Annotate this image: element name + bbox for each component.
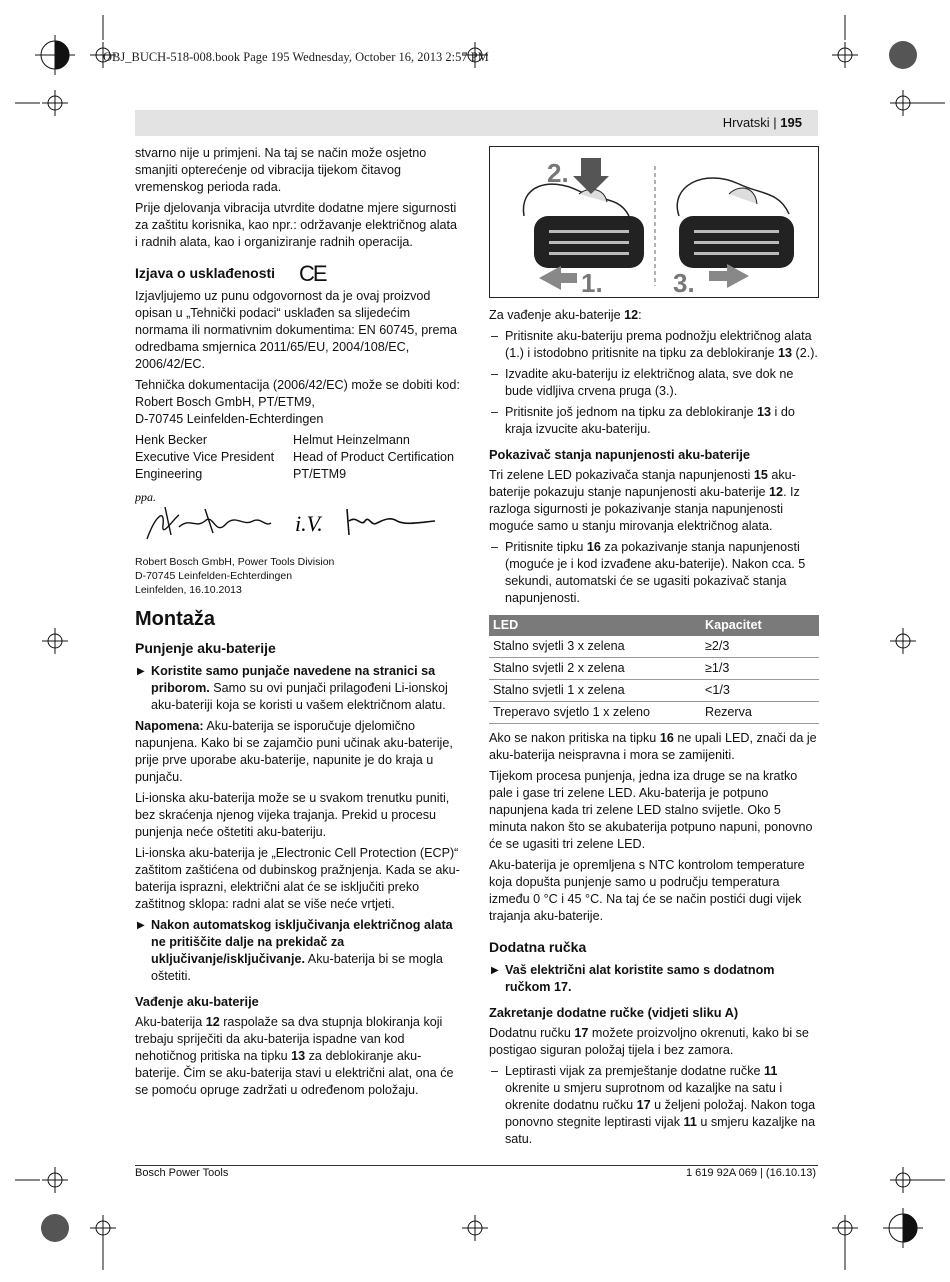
declaration-heading: [135, 261, 463, 286]
footer-rule: [135, 1165, 818, 1166]
subsection-title: Vađenje aku-baterije: [135, 994, 259, 1009]
text: Ako se nakon pritiska na tipku: [489, 731, 660, 745]
note-label: Napomena:: [135, 719, 204, 733]
text: Tri zelene LED pokazivača stanja napunjenosti: [489, 468, 754, 482]
address-line: D-70745 Leinfelden-Echterdingen: [135, 570, 293, 582]
text: . Iz razloga sigurnosti je pokazivanje stanja napunjenosti moguće samo u stanju mirovanja električnog alata.: [489, 485, 800, 533]
signatory-dept: PT/ETM9: [293, 467, 347, 481]
table-cell: Stalno svjetli 1 x zelena: [489, 680, 701, 702]
text: za deblokiranje aku-baterije. Čim se aku-baterija stavi u električni alat, ona će se pomoću opruge zadržati u određenom položaju.: [135, 1049, 454, 1097]
column-header: Kapacitet: [701, 615, 819, 636]
file-header: OBJ_BUCH-518-008.book Page 195 Wednesday, October 16, 2013 2:57 PM: [103, 50, 489, 64]
paragraph: Li-ionska aku-baterija može se u svakom trenutku puniti, bez skraćenja njenog vijeka trajanja. Prekid u procesu punjenja neće oštetiti aku-bateriju.: [135, 791, 450, 839]
page-number: 195: [780, 115, 802, 130]
text: ne upali LED, znači da je aku-baterija neispravna i mora se zamijeniti.: [489, 731, 817, 762]
subsection-title: Pokazivač stanja napunjenosti aku-baterije: [489, 447, 750, 462]
text: :: [638, 308, 642, 322]
table-row: [489, 658, 819, 680]
dash-bullet-icon: –: [491, 1064, 499, 1078]
bullet-text: Aku-baterija bi se mogla oštetiti.: [151, 952, 443, 983]
dash-bullet-icon: –: [491, 367, 499, 381]
paragraph: Tijekom procesa punjenja, jedna iza druge se na kratko pale i gase tri zelene LED. Aku-baterija je potpuno napunjena kada tri zelene LED stalno svijetle. Oko 5 minuta nakon što se akubaterija potpuno napuni, ponovno će se ugasiti tri zelene LED.: [489, 769, 813, 851]
text: i do kraja izvucite aku-bateriju.: [505, 405, 795, 436]
column-header: LED: [489, 615, 701, 636]
step-3-label: 3.: [673, 268, 695, 298]
text: Pritisnite još jednom na tipku za deblokiranje: [505, 405, 758, 419]
dash-item: [489, 366, 819, 400]
signatory-title: Executive Vice President: [135, 450, 275, 464]
text: Izvadite aku-bateriju iz električnog alata, sve dok ne bude vidljiva crvena pruga (3.).: [505, 367, 794, 398]
table-cell: ≥2/3: [701, 636, 819, 658]
paragraph: Izjavljujemo uz punu odgovornost da je ovaj proizvod opisan u „Tehnički podaci“ usklađen sa slijedećim normama ili normativnim dokumentima: EN 60745, prema odredbama smjernica 2011/65/EU, 2004/108/EC, 2006/42/EC.: [135, 289, 457, 371]
signatory-title: Head of Product Certification: [293, 450, 455, 464]
left-column: [135, 145, 463, 1103]
date-line: Leinfelden, 16.10.2013: [135, 584, 242, 596]
ref-number: 12: [769, 485, 784, 499]
subsection-title: Dodatna ručka: [489, 939, 587, 955]
table-cell: Stalno svjetli 2 x zelena: [489, 658, 701, 680]
dash-bullet-icon: –: [491, 329, 499, 343]
ref-number: 17: [636, 1098, 651, 1112]
table-row: [489, 680, 819, 702]
dash-bullet-icon: –: [491, 540, 499, 554]
ref-number: 12: [624, 308, 639, 322]
ref-number: 16: [659, 731, 674, 745]
paragraph: [489, 730, 819, 764]
text: aku-baterije pokazuju stanje napunjenosti aku-baterije: [489, 468, 796, 499]
dash-item: [489, 404, 819, 438]
text: za pokazivanje stanja napunjenosti (moguće je i kod izvađene aku-baterije). Nakon cca. 5 sekundi, automatski će se ugasiti pokazivač stanja napunjenosti.: [505, 540, 806, 605]
paragraph: [489, 1025, 819, 1059]
address-line: D-70745 Leinfelden-Echterdingen: [135, 412, 324, 426]
footer-left: Bosch Power Tools: [135, 1167, 229, 1179]
bullet-bold: Nakon automatskog isključivanja električnog alata ne pritiščite dalje na prekidač za uključivanje/isključivanje.: [151, 918, 453, 966]
warning-bullet: [135, 917, 463, 985]
dash-item: [489, 328, 819, 362]
signatories: [135, 432, 463, 483]
text: raspolaže sa dva stupnja blokiranja koji trebaju spriječiti da aku-baterija ispadne van kod nehotičnog pritiska na tipku: [135, 1015, 443, 1063]
paragraph: Tehnička dokumentacija (2006/42/EC) može se dobiti kod:: [135, 378, 460, 392]
signature-image: [135, 487, 455, 553]
paragraph: stvarno nije u primjeni. Na taj se način može osjetno smanjiti opterećenje od vibracija tijekom čitavog vremenskog perioda rada.: [135, 146, 427, 194]
page-header-bar: [135, 110, 818, 136]
text: Aku-baterija: [135, 1015, 206, 1029]
triangle-bullet-icon: ▶: [491, 965, 499, 976]
bullet-text: Samo su ovi punjači prilagođeni Li-ionskoj aku-bateriji koja se koristi u vašem električnom alatu.: [151, 681, 448, 712]
table-cell: Rezerva: [701, 702, 819, 724]
paragraph: [489, 467, 819, 535]
table-cell: Treperavo svjetlo 1 x zeleno: [489, 702, 701, 724]
signatory-name: Helmut Heinzelmann: [293, 433, 410, 447]
text: u smjeru kazaljke na satu.: [505, 1115, 816, 1146]
signatory-dept: Engineering: [135, 467, 203, 481]
subsection-title: Punjenje aku-baterije: [135, 640, 276, 656]
triangle-bullet-icon: ▶: [137, 666, 145, 677]
triangle-bullet-icon: ▶: [137, 920, 145, 931]
text: (2.).: [792, 346, 818, 360]
text: Dodatnu ručku: [489, 1026, 575, 1040]
bullet-bold: Koristite samo punjače navedene na stranici sa priborom.: [151, 664, 436, 695]
text: u željeni položaj. Nakon toga ponovno stegnite leptirasti vijak: [505, 1098, 816, 1129]
subsection-title: Zakretanje dodatne ručke (vidjeti sliku A): [489, 1005, 739, 1020]
ref-number: 11: [764, 1064, 778, 1078]
dash-bullet-icon: –: [491, 405, 499, 419]
paragraph: Li-ionska aku-baterija je „Electronic Cell Protection (ECP)“ zaštitom zaštićena od dubinskog pražnjenja. Kada se aku-baterija isprazni, električni alat će se isključiti preko zaštitnog sklopa: radni alat se više neće vrtjeti.: [135, 846, 460, 911]
right-column: [489, 307, 819, 1152]
ref-number: 12: [205, 1015, 220, 1029]
ref-number: 13: [291, 1049, 306, 1063]
table-row: [489, 636, 819, 658]
ref-number: 16: [586, 540, 601, 554]
table-header-row: [489, 615, 819, 636]
paragraph: Aku-baterija je opremljena s NTC kontrolom temperature koja dopušta punjenje samo u području temperatura između 0 °C i 45 °C. Na taj će se način postići dugi vijek trajanja aku-baterije.: [489, 858, 805, 923]
step-1-label: 1.: [581, 268, 603, 298]
text: Leptirasti vijak za premještanje dodatne ručke: [505, 1064, 765, 1078]
ref-number: 11: [683, 1115, 697, 1129]
section-title-montaza: Montaža: [135, 608, 215, 630]
signature-iv: i.V.: [295, 511, 323, 536]
ref-number: 13: [778, 346, 793, 360]
table-cell: Stalno svjetli 3 x zelena: [489, 636, 701, 658]
ce-mark-icon: CE: [298, 261, 326, 286]
dash-item: [489, 1063, 819, 1148]
note-text: Aku-baterija se isporučuje djelomično napunjena. Kako bi se zajamčio puni učinak aku-baterije, prije prve uporabe aku-baterije, napunite je do kraja u punjaču.: [135, 719, 453, 784]
table-row: [489, 702, 819, 724]
text: okrenite u smjeru suprotnom od kazaljke na satu i okrenite dodatnu ručku: [505, 1081, 783, 1112]
ref-number: 15: [753, 468, 768, 482]
warning-bullet: [489, 962, 819, 996]
dash-item: [489, 539, 819, 607]
text: možete proizvoljno okrenuti, kako bi se postigao siguran položaj tijela i bez zamora.: [489, 1026, 809, 1057]
paragraph: [135, 1014, 463, 1099]
paragraph: [489, 307, 819, 324]
address-line: Robert Bosch GmbH, PT/ETM9,: [135, 395, 315, 409]
text: Za vađenje aku-baterije: [489, 308, 625, 322]
warning-bullet: [135, 663, 463, 714]
battery-removal-figure: [489, 146, 819, 298]
signature-ppa: ppa.: [135, 490, 156, 504]
step-2-label: 2.: [547, 158, 569, 188]
signatory-name: Henk Becker: [135, 433, 208, 447]
declaration-title: Izjava o usklađenosti: [135, 265, 276, 281]
note-paragraph: [135, 718, 463, 786]
text: Pritisnite tipku: [505, 540, 587, 554]
text: Pritisnite aku-bateriju prema podnožju električnog alata (1.) i istodobno pritisnite na tipku za deblokiranje: [505, 329, 812, 360]
led-table: [489, 615, 819, 724]
ref-number: 13: [757, 405, 772, 419]
page-header: Hrvatski | 195: [722, 115, 802, 130]
table-cell: <1/3: [701, 680, 819, 702]
section-name: Hrvatski: [722, 115, 770, 130]
bullet-bold: Vaš električni alat koristite samo s dodatnom ručkom 17.: [505, 963, 775, 994]
footer-right: 1 619 92A 069 | (16.10.13): [686, 1167, 817, 1179]
ref-number: 17: [574, 1026, 589, 1040]
address-line: Robert Bosch GmbH, Power Tools Division: [135, 556, 335, 568]
table-cell: ≥1/3: [701, 658, 819, 680]
paragraph: Prije djelovanja vibracija utvrdite dodatne mjere sigurnosti za zaštitu korisnika, kao npr.: održavanje električnog alata i radnih alata, kao i organiziranje radnih operacija.: [135, 201, 458, 249]
